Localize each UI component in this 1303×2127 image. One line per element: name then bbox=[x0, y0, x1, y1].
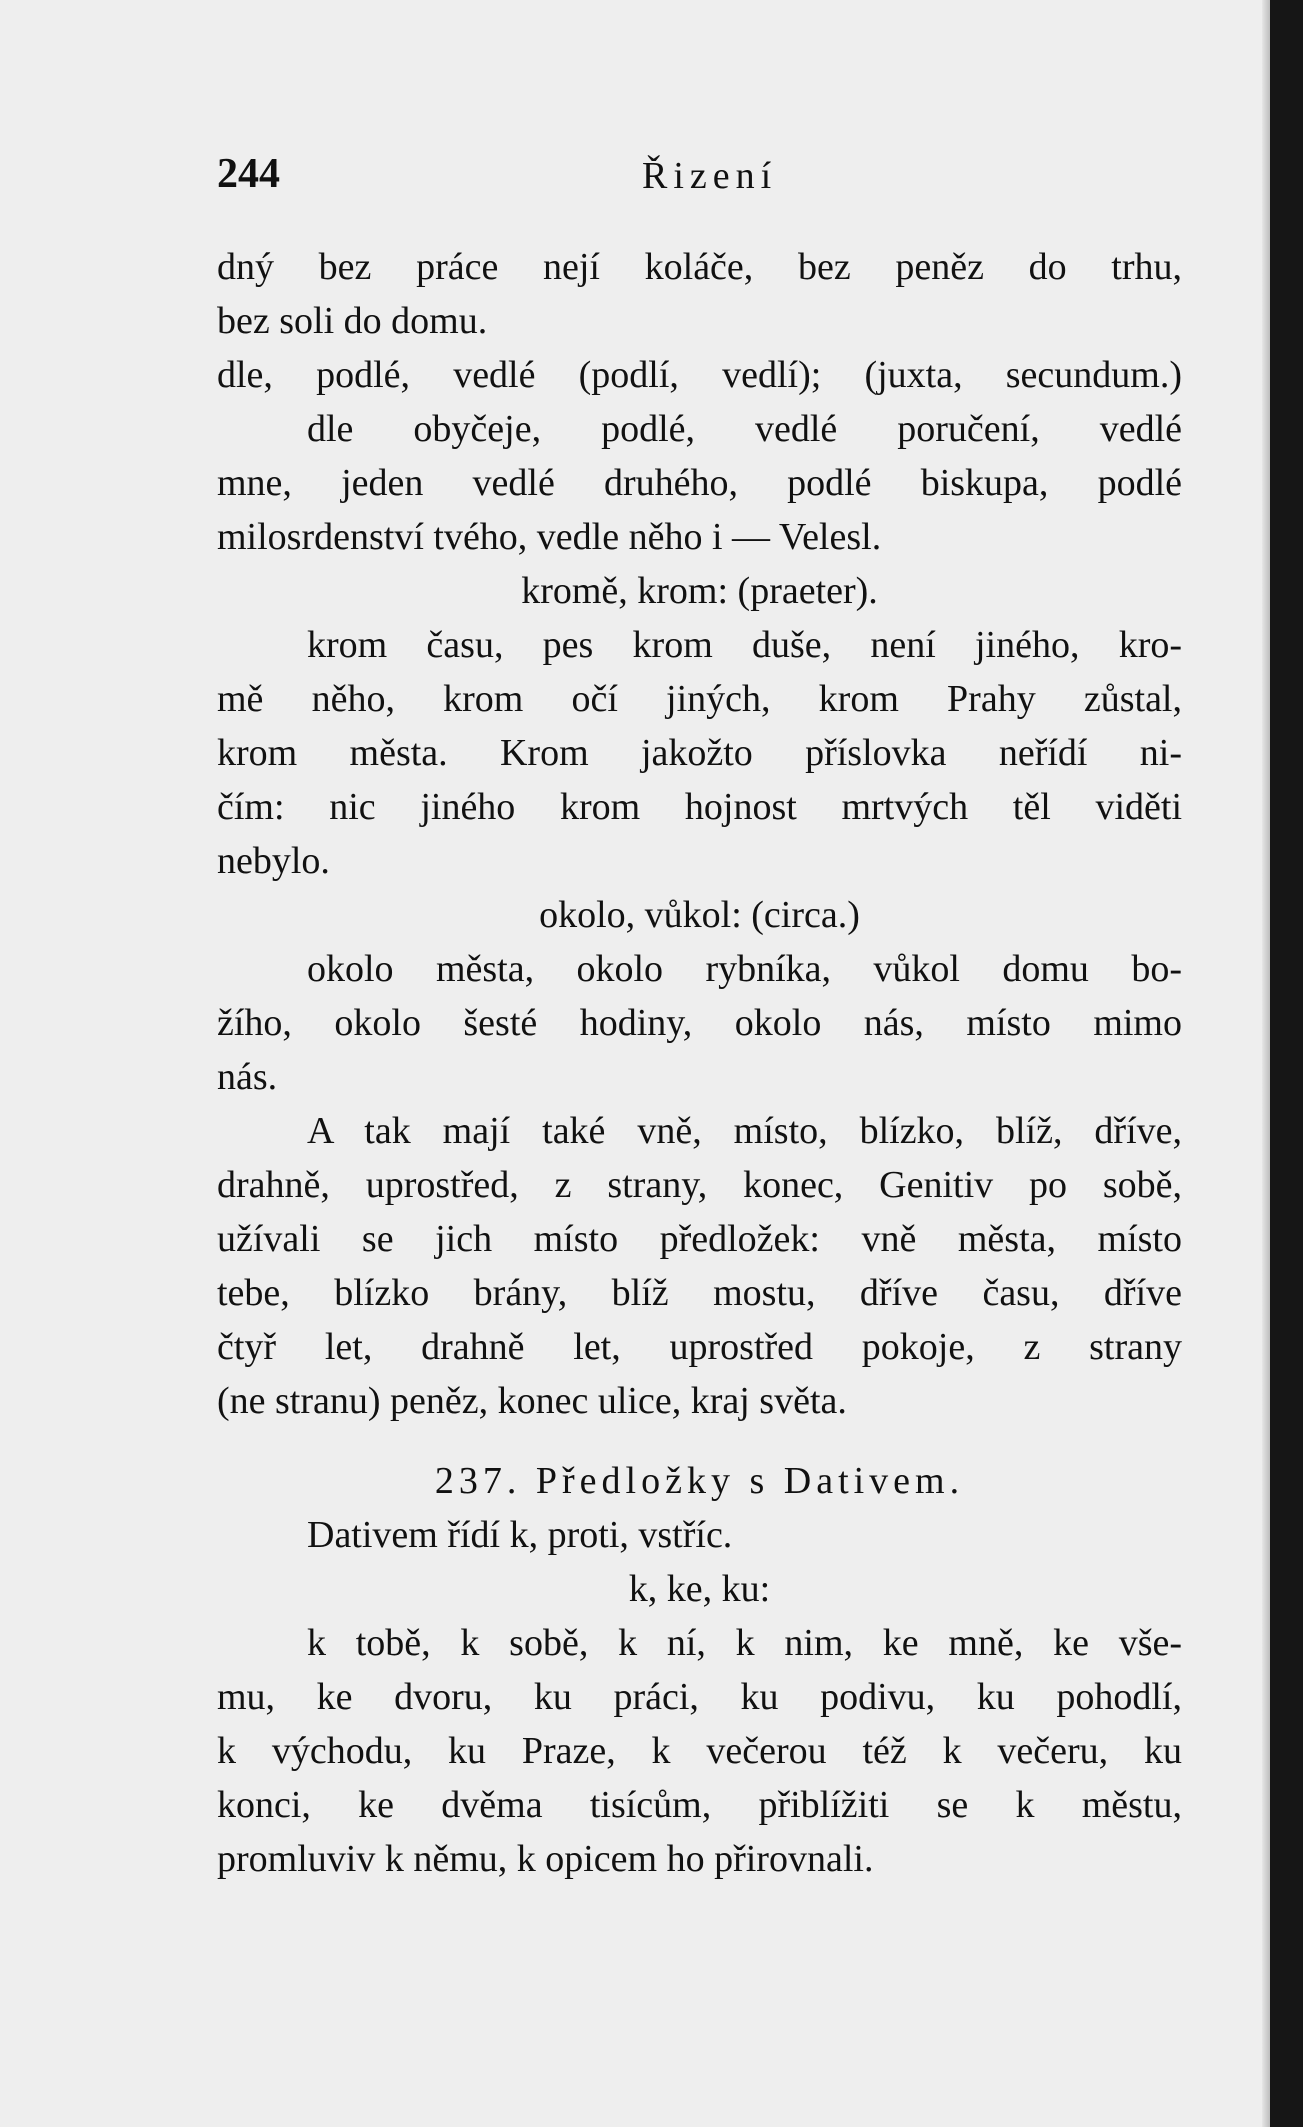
text-line: krom času, pes krom duše, není jiného, kro- bbox=[307, 624, 1182, 666]
page-number: 244 bbox=[217, 151, 280, 197]
text-line: čtyř let, drahně let, uprostřed pokoje, z strany bbox=[217, 1326, 1182, 1368]
text-line: k tobě, k sobě, k ní, k nim, ke mně, ke vše- bbox=[307, 1622, 1182, 1664]
text-line: k východu, ku Praze, k večerou též k večeru, ku bbox=[217, 1730, 1182, 1772]
text-line: konci, ke dvěma tisícům, přiblížiti se k městu, bbox=[217, 1784, 1182, 1826]
text-line: milosrdenství tvého, vedle něho i — Velesl. bbox=[217, 516, 882, 558]
text-line: čím: nic jiného krom hojnost mrtvých těl viděti bbox=[217, 786, 1182, 828]
text-line: nás. bbox=[217, 1056, 278, 1098]
text-line: drahně, uprostřed, z strany, konec, Genitiv po sobě, bbox=[217, 1164, 1182, 1206]
section-heading-krome: kromě, krom: (praeter). bbox=[521, 570, 878, 612]
section-heading-okolo: okolo, vůkol: (circa.) bbox=[539, 894, 860, 936]
body-text bbox=[217, 240, 1182, 1886]
page-header bbox=[217, 150, 1182, 200]
text-line: (ne stranu) peněz, konec ulice, kraj světa. bbox=[217, 1380, 847, 1422]
text-line: Dativem řídí k, proti, vstříc. bbox=[307, 1514, 733, 1556]
text-line: mu, ke dvoru, ku práci, ku podivu, ku pohodlí, bbox=[217, 1676, 1182, 1718]
text-line: promluviv k němu, k opicem ho přirovnali. bbox=[217, 1838, 874, 1880]
section-title-237: 237. Předložky s Dativem. bbox=[434, 1460, 965, 1502]
running-head: Řizení bbox=[642, 155, 778, 197]
text-line: mě něho, krom očí jiných, krom Prahy zůstal, bbox=[217, 678, 1182, 720]
book-binding bbox=[1270, 0, 1303, 2127]
text-line: A tak mají také vně, místo, blízko, blíž, dříve, bbox=[307, 1110, 1182, 1152]
section-heading-k: k, ke, ku: bbox=[628, 1568, 771, 1610]
section-gap bbox=[217, 1428, 1182, 1454]
text-line: okolo města, okolo rybníka, vůkol domu bo- bbox=[307, 948, 1182, 990]
text-line: užívali se jich místo předložek: vně města, místo bbox=[217, 1218, 1182, 1260]
text-line: bez soli do domu. bbox=[217, 300, 488, 342]
text-line: nebylo. bbox=[217, 840, 330, 882]
text-line: krom města. Krom jakožto příslovka neřídí ni- bbox=[217, 732, 1182, 774]
text-line: dný bez práce nejí koláče, bez peněz do trhu, bbox=[217, 246, 1182, 288]
binding-edge bbox=[1262, 0, 1270, 2127]
text-line: dle obyčeje, podlé, vedlé poručení, vedlé bbox=[307, 408, 1182, 450]
section-heading-dle: dle, podlé, vedlé (podlí, vedlí); (juxta, secundum.) bbox=[217, 354, 1182, 396]
text-line: žího, okolo šesté hodiny, okolo nás, místo mimo bbox=[217, 1002, 1182, 1044]
text-line: mne, jeden vedlé druhého, podlé biskupa, podlé bbox=[217, 462, 1182, 504]
text-line: tebe, blízko brány, blíž mostu, dříve času, dříve bbox=[217, 1272, 1182, 1314]
